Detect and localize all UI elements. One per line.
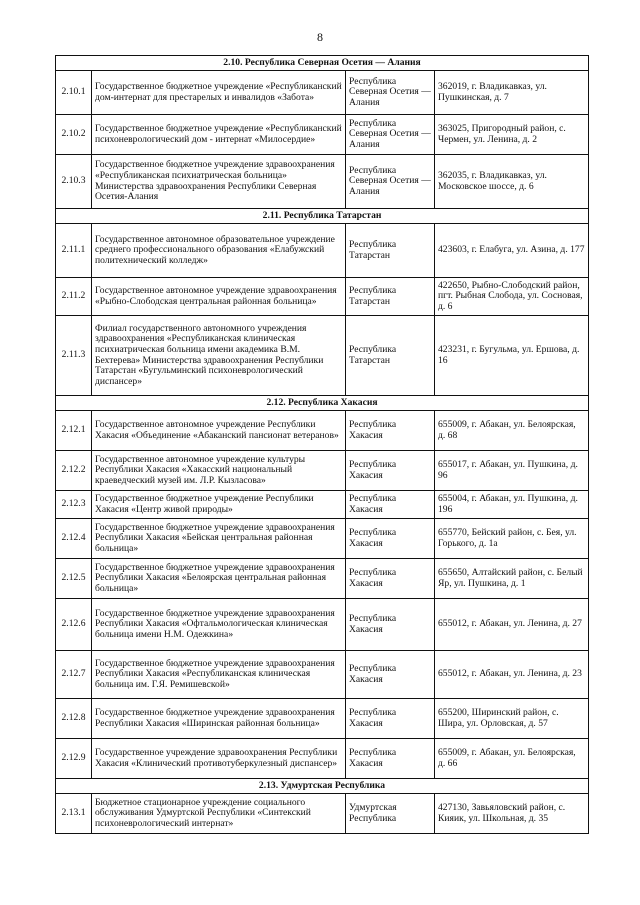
region-name: Республика Северная Осетия — Алания	[346, 155, 435, 209]
region-name: Республика Северная Осетия — Алания	[346, 115, 435, 155]
institution-name: Государственное автономное учреждение здравоохранения «Рыбно-Слободская центральная районная больница»	[92, 278, 346, 316]
institution-address: 655650, Алтайский район, с. Белый Яр, ул. Пушкина, д. 1	[435, 559, 589, 599]
institutions-table	[55, 55, 589, 834]
table-row	[56, 224, 589, 278]
region-name: Республика Хакасия	[346, 559, 435, 599]
row-number: 2.11.2	[56, 278, 92, 316]
row-number: 2.10.2	[56, 115, 92, 155]
row-number: 2.10.3	[56, 155, 92, 209]
region-name: Республика Северная Осетия — Алания	[346, 71, 435, 115]
institution-name: Государственное бюджетное учреждение здравоохранения «Республиканская психиатрическая больница» Министерства здравоохранения Республики Северная Осетия-Алания	[92, 155, 346, 209]
section-header-row	[56, 56, 589, 71]
institution-address: 363025, Пригородный район, с. Чермен, ул. Ленина, д. 2	[435, 115, 589, 155]
section-title: 2.13. Удмуртская Республика	[56, 779, 589, 794]
section-header-row	[56, 779, 589, 794]
institution-address: 655770, Бейский район, с. Бея, ул. Горького, д. 1а	[435, 519, 589, 559]
institution-name: Государственное бюджетное учреждение «Республиканский психоневрологический дом - интернат «Милосердие»	[92, 115, 346, 155]
institution-name: Государственное бюджетное учреждение здравоохранения Республики Хакасия «Белоярская центральная районная больница»	[92, 559, 346, 599]
institution-address: 427130, Завьяловский район, с. Кияик, ул. Школьная, д. 35	[435, 794, 589, 834]
table-row	[56, 115, 589, 155]
row-number: 2.11.3	[56, 316, 92, 396]
row-number: 2.12.2	[56, 451, 92, 491]
section-header-row	[56, 209, 589, 224]
row-number: 2.12.6	[56, 599, 92, 651]
region-name: Республика Татарстан	[346, 224, 435, 278]
row-number: 2.12.8	[56, 699, 92, 739]
row-number: 2.12.9	[56, 739, 92, 779]
row-number: 2.12.4	[56, 519, 92, 559]
table-row	[56, 651, 589, 699]
institution-name: Государственное бюджетное учреждение здравоохранения Республики Хакасия «Офтальмологическая клиническая больница имени Н.М. Одежкина»	[92, 599, 346, 651]
institution-name: Государственное бюджетное учреждение здравоохранения Республики Хакасия «Бейская центральная районная больница»	[92, 519, 346, 559]
institution-name: Бюджетное стационарное учреждение социального обслуживания Удмуртской Республики «Синтекский психоневрологический интернат»	[92, 794, 346, 834]
table-row	[56, 559, 589, 599]
table-row	[56, 155, 589, 209]
institution-address: 362019, г. Владикавказ, ул. Пушкинская, д. 7	[435, 71, 589, 115]
institution-name: Государственное бюджетное учреждение здравоохранения Республики Хакасия «Республиканская клиническая больница им. Г.Я. Ремишевской»	[92, 651, 346, 699]
region-name: Республика Хакасия	[346, 599, 435, 651]
table-row	[56, 316, 589, 396]
table-row	[56, 699, 589, 739]
region-name: Республика Татарстан	[346, 316, 435, 396]
table-row	[56, 451, 589, 491]
row-number: 2.10.1	[56, 71, 92, 115]
table-row	[56, 491, 589, 519]
row-number: 2.11.1	[56, 224, 92, 278]
region-name: Республика Хакасия	[346, 739, 435, 779]
section-title: 2.10. Республика Северная Осетия — Алания	[56, 56, 589, 71]
region-name: Республика Хакасия	[346, 699, 435, 739]
institution-address: 655017, г. Абакан, ул. Пушкина, д. 96	[435, 451, 589, 491]
table-row	[56, 519, 589, 559]
institution-name: Государственное автономное образовательное учреждение среднего профессионального образования «Елабужский политехнический колледж»	[92, 224, 346, 278]
institution-address: 655012, г. Абакан, ул. Ленина, д. 23	[435, 651, 589, 699]
institution-address: 655012, г. Абакан, ул. Ленина, д. 27	[435, 599, 589, 651]
row-number: 2.12.7	[56, 651, 92, 699]
institution-address: 655004, г. Абакан, ул. Пушкина, д. 196	[435, 491, 589, 519]
row-number: 2.12.3	[56, 491, 92, 519]
table-row	[56, 794, 589, 834]
table-row	[56, 739, 589, 779]
institution-address: 655200, Ширинский район, с. Шира, ул. Орловская, д. 57	[435, 699, 589, 739]
institution-address: 423231, г. Бугульма, ул. Ершова, д. 16	[435, 316, 589, 396]
row-number: 2.12.5	[56, 559, 92, 599]
region-name: Республика Хакасия	[346, 411, 435, 451]
institution-address: 362035, г. Владикавказ, ул. Московское шоссе, д. 6	[435, 155, 589, 209]
institution-name: Государственное бюджетное учреждение здравоохранения Республики Хакасия «Ширинская районная больница»	[92, 699, 346, 739]
table-row	[56, 599, 589, 651]
section-header-row	[56, 396, 589, 411]
institution-name: Государственное учреждение здравоохранения Республики Хакасия «Клинический противотуберкулезный диспансер»	[92, 739, 346, 779]
page-number: 8	[317, 30, 323, 44]
row-number: 2.13.1	[56, 794, 92, 834]
table-row	[56, 71, 589, 115]
institution-name: Филиал государственного автономного учреждения здравоохранения «Республиканская клиническая психиатрическая больница имени академика В.М. Бехтерева» Министерства здравоохранения Республики Татарстан «Бугульминский психоневрологический диспансер»	[92, 316, 346, 396]
institution-name: Государственное бюджетное учреждение «Республиканский дом-интернат для престарелых и инвалидов «Забота»	[92, 71, 346, 115]
region-name: Республика Хакасия	[346, 491, 435, 519]
institution-name: Государственное автономное учреждение Республики Хакасия «Объединение «Абаканский пансионат ветеранов»	[92, 411, 346, 451]
table-row	[56, 411, 589, 451]
row-number: 2.12.1	[56, 411, 92, 451]
institution-name: Государственное автономное учреждение культуры Республики Хакасия «Хакасский национальный краеведческий музей им. Л.Р. Кызласова»	[92, 451, 346, 491]
institution-address: 655009, г. Абакан, ул. Белоярская, д. 68	[435, 411, 589, 451]
region-name: Республика Татарстан	[346, 278, 435, 316]
region-name: Республика Хакасия	[346, 519, 435, 559]
institutions-table-body	[56, 56, 589, 834]
table-row	[56, 278, 589, 316]
region-name: Республика Хакасия	[346, 451, 435, 491]
institution-address: 422650, Рыбно-Слободский район, пгт. Рыбная Слобода, ул. Сосновая, д. 6	[435, 278, 589, 316]
institution-address: 423603, г. Елабуга, ул. Азина, д. 177	[435, 224, 589, 278]
institution-address: 655009, г. Абакан, ул. Белоярская, д. 66	[435, 739, 589, 779]
institution-name: Государственное бюджетное учреждение Республики Хакасия «Центр живой природы»	[92, 491, 346, 519]
section-title: 2.12. Республика Хакасия	[56, 396, 589, 411]
region-name: Республика Хакасия	[346, 651, 435, 699]
section-title: 2.11. Республика Татарстан	[56, 209, 589, 224]
region-name: Удмуртская Республика	[346, 794, 435, 834]
